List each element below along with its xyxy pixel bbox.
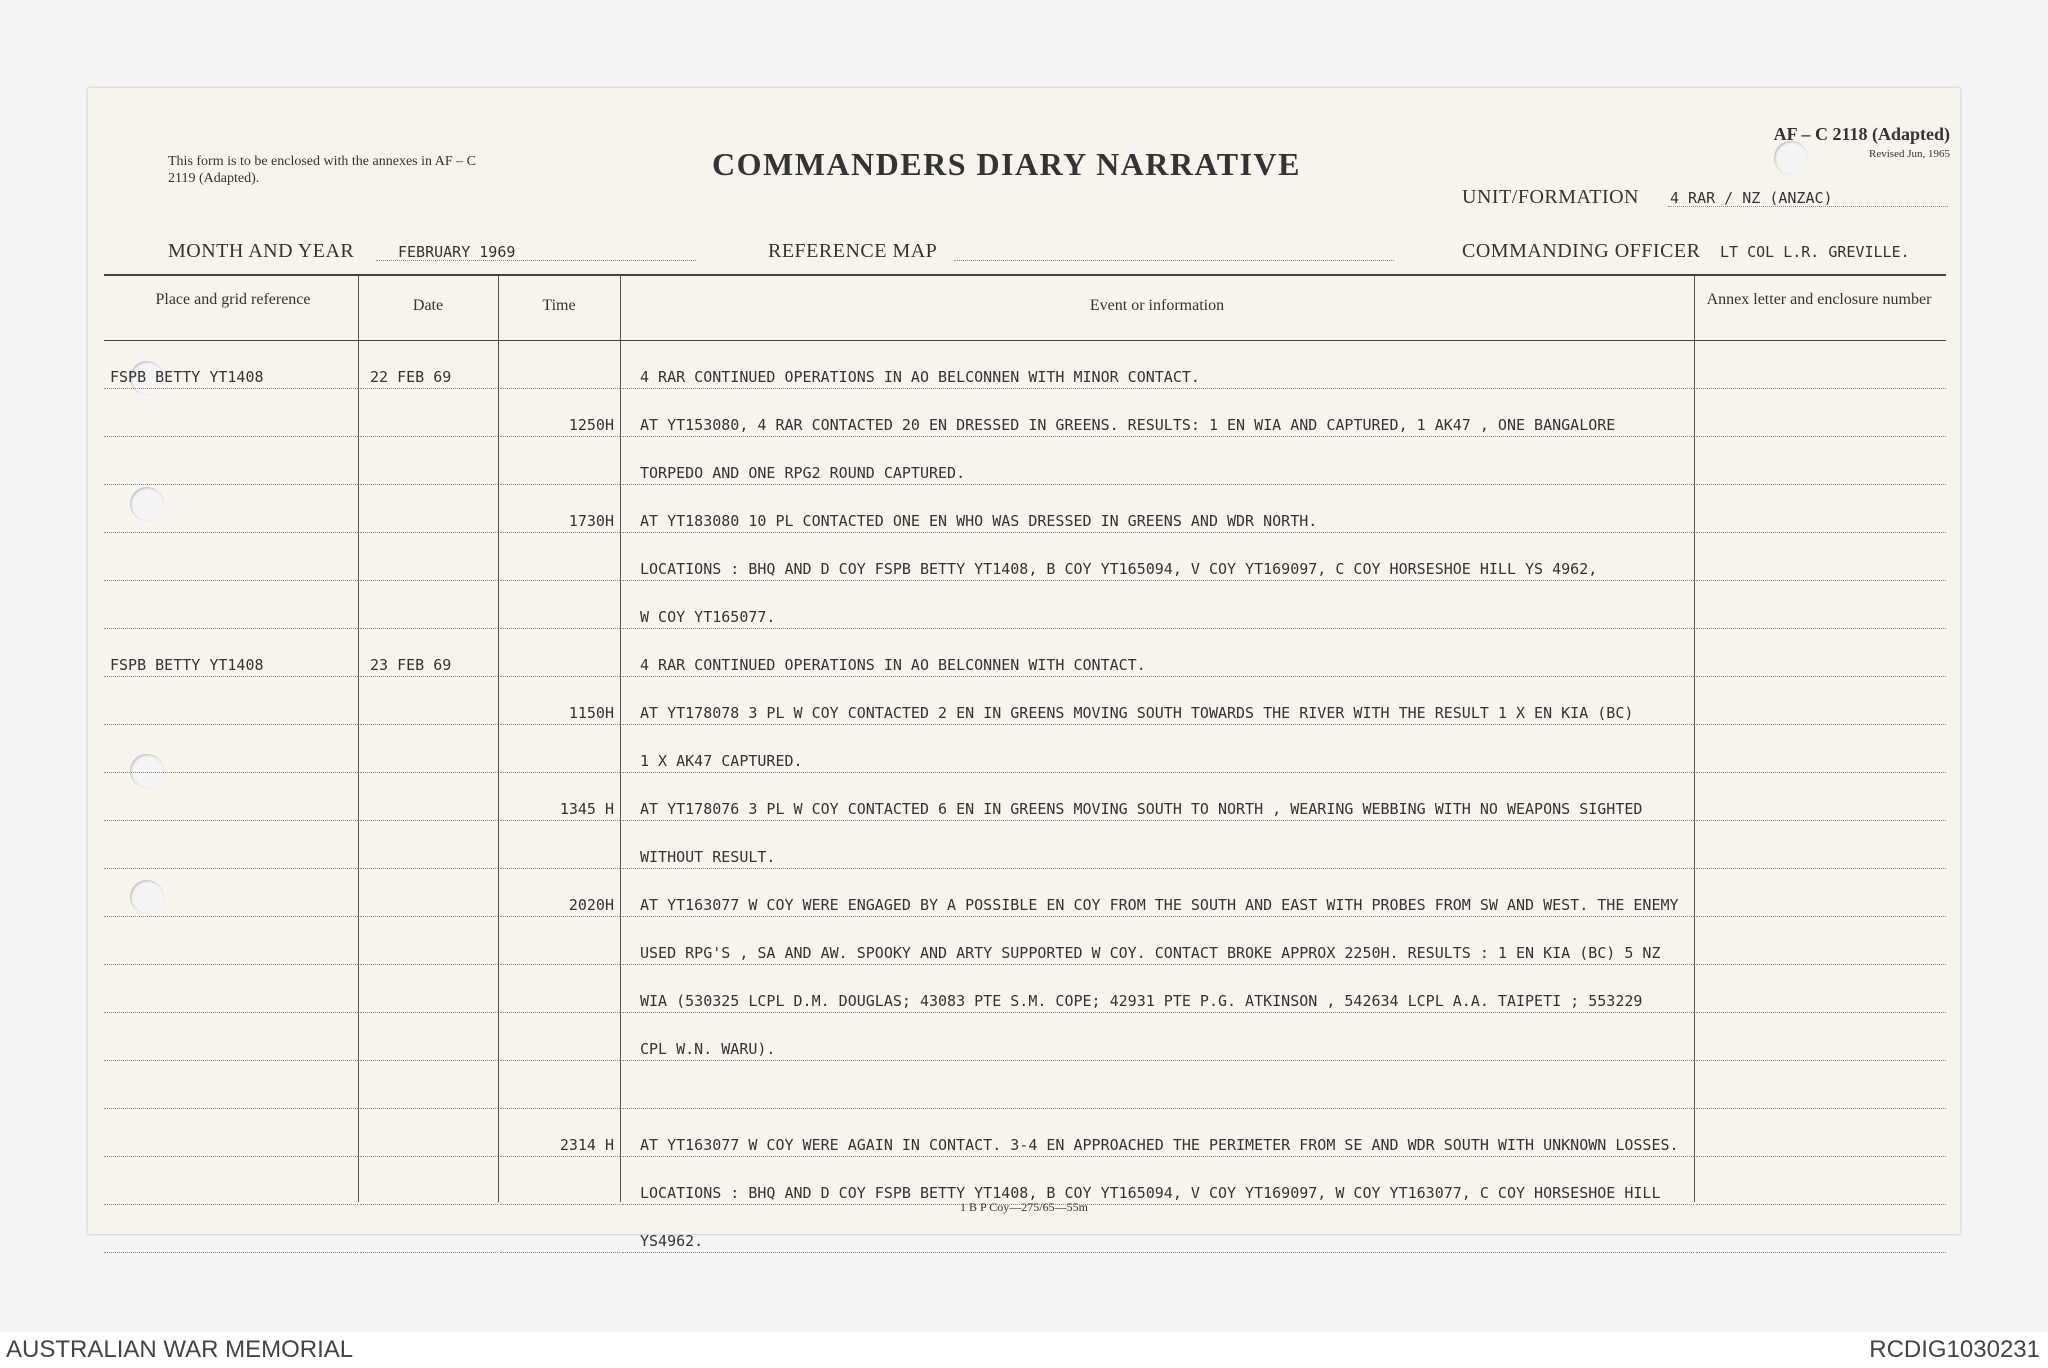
event-cell: 4 RAR CONTINUED OPERATIONS IN AO BELCONNEN WITH MINOR CONTACT. (640, 368, 1200, 386)
punch-hole (130, 754, 164, 788)
event-cell: AT YT163077 W COY WERE ENGAGED BY A POSSIBLE EN COY FROM THE SOUTH AND EAST WITH PROBES FROM SW AND WEST. THE ENEMY (640, 896, 1679, 914)
unit-value: 4 RAR / NZ (ANZAC) (1670, 189, 1833, 207)
column-divider (498, 276, 499, 1202)
punch-hole (130, 487, 164, 521)
event-cell: YS4962. (640, 1232, 704, 1250)
archive-name: AUSTRALIAN WAR MEMORIAL (6, 1336, 354, 1363)
page-title: COMMANDERS DIARY NARRATIVE (712, 146, 1301, 182)
event-cell: AT YT163077 W COY WERE AGAIN IN CONTACT. 3-4 EN APPROACHED THE PERIMETER FROM SE AND WDR SOUTH WITH UNKNOWN LOSSES. (640, 1136, 1679, 1154)
event-cell: LOCATIONS : BHQ AND D COY FSPB BETTY YT1408, B COY YT165094, V COY YT169097, C COY HORSESHOE HILL YS 4962, (640, 560, 1598, 578)
column-header-time: Time (542, 297, 576, 314)
event-cell: WITHOUT RESULT. (640, 848, 776, 866)
commanding-officer-label: COMMANDING OFFICER (1462, 240, 1701, 262)
event-cell: 1 X AK47 CAPTURED. (640, 752, 803, 770)
event-cell: AT YT178076 3 PL W COY CONTACTED 6 EN IN GREENS MOVING SOUTH TO NORTH , WEARING WEBBING WITH NO WEAPONS SIGHTED (640, 800, 1643, 818)
time-cell: 1250H (568, 416, 614, 434)
time-cell: 2020H (568, 896, 614, 914)
time-cell: 1730H (568, 512, 614, 530)
event-cell: CPL W.N. WARU). (640, 1040, 776, 1058)
time-cell: 2314 H (559, 1136, 614, 1154)
reference-map-label: REFERENCE MAP (768, 240, 938, 262)
event-cell: USED RPG'S , SA AND AW. SPOOKY AND ARTY SUPPORTED W COY. CONTACT BROKE APPROX 2250H. RESULTS : 1 EN KIA (BC) 5 NZ (640, 944, 1661, 962)
column-header-event: Event or information (1089, 297, 1225, 314)
time-cell: 1150H (568, 704, 614, 722)
column-header-annex: Annex letter and enclosure number (1706, 291, 1932, 308)
header-bottom-rule (104, 340, 1946, 341)
column-divider (1694, 276, 1695, 1202)
date-cell: 23 FEB 69 (370, 656, 452, 674)
event-cell: WIA (530325 LCPL D.M. DOUGLAS; 43083 PTE S.M. COPE; 42931 PTE P.G. ATKINSON , 542634 LCPL A.A. TAIPETI ; 553229 (640, 992, 1643, 1010)
form-id: AF – C 2118 (Adapted) (1773, 124, 1950, 144)
time-cell: 1345 H (559, 800, 614, 818)
event-cell: AT YT178078 3 PL W COY CONTACTED 2 EN IN GREENS MOVING SOUTH TOWARDS THE RIVER WITH THE RESULT 1 X EN KIA (BC) (640, 704, 1634, 722)
column-header-place: Place and grid reference (155, 291, 311, 308)
event-cell: TORPEDO AND ONE RPG2 ROUND CAPTURED. (640, 464, 966, 482)
revised-date: Revised Jun, 1965 (1869, 148, 1950, 160)
unit-label: UNIT/FORMATION (1462, 186, 1639, 208)
month-value: FEBRUARY 1969 (398, 243, 516, 261)
column-header-date: Date (412, 297, 444, 314)
date-cell: 22 FEB 69 (370, 368, 452, 386)
punch-hole (130, 880, 164, 914)
event-cell: AT YT153080, 4 RAR CONTACTED 20 EN DRESSED IN GREENS. RESULTS: 1 EN WIA AND CAPTURED, 1 AK47 , ONE BANGALORE (640, 416, 1616, 434)
place-cell: FSPB BETTY YT1408 (110, 368, 264, 386)
column-divider (358, 276, 359, 1202)
column-divider (620, 276, 621, 1202)
event-cell: W COY YT165077. (640, 608, 776, 626)
form-sheet (88, 88, 1960, 1250)
commanding-officer-value: LT COL L.R. GREVILLE. (1720, 243, 1910, 261)
enclosure-note: This form is to be enclosed with the annexes in AF – C 2119 (Adapted). (168, 154, 476, 186)
printer-imprint: 1 B P Coy—275/65—55m (960, 1200, 1088, 1214)
table-top-rule (104, 274, 1946, 276)
event-cell: 4 RAR CONTINUED OPERATIONS IN AO BELCONNEN WITH CONTACT. (640, 656, 1146, 674)
archive-footer (0, 1332, 2048, 1368)
place-cell: FSPB BETTY YT1408 (110, 656, 264, 674)
month-label: MONTH AND YEAR (168, 240, 355, 262)
event-cell: LOCATIONS : BHQ AND D COY FSPB BETTY YT1408, B COY YT165094, V COY YT169097, W COY YT163077, C COY HORSESHOE HILL (640, 1184, 1661, 1202)
event-cell: AT YT183080 10 PL CONTACTED ONE EN WHO WAS DRESSED IN GREENS AND WDR NORTH. (640, 512, 1318, 530)
archive-reference: RCDIG1030231 (1869, 1336, 2040, 1363)
